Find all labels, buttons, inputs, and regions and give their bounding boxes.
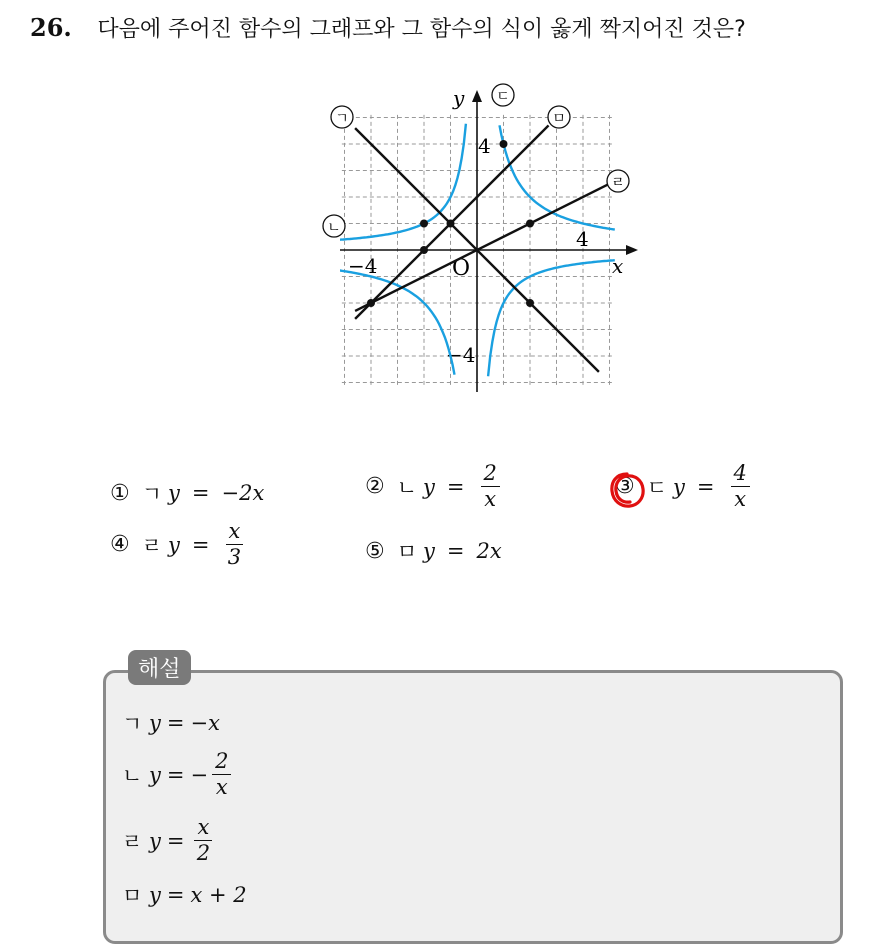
tick-x-neg: −4 bbox=[348, 254, 378, 278]
choice-tag: ㄹ bbox=[141, 533, 163, 558]
x-axis bbox=[340, 245, 638, 255]
choice-3[interactable]: ③ ㄷ y = $\frac{4}{x}$ bbox=[615, 462, 754, 511]
y-axis-label: y bbox=[453, 86, 465, 110]
svg-text:ㄷ: ㄷ bbox=[496, 89, 510, 105]
solution-line-ㅁ: ㅁ y = x + 2 bbox=[122, 883, 247, 908]
svg-text:ㄴ: ㄴ bbox=[327, 220, 341, 236]
choice-tag: ㅁ bbox=[396, 540, 418, 564]
choice-number: ⑤ bbox=[365, 538, 385, 564]
choice-2[interactable]: ② ㄴ y = $\frac{2}{x}$ bbox=[365, 462, 504, 511]
label-ㄱ bbox=[331, 106, 353, 128]
x-axis-label: x bbox=[612, 254, 624, 278]
label-ㄴ bbox=[323, 215, 345, 237]
tick-y-pos: 4 bbox=[478, 134, 491, 158]
choice-tag: ㄴ bbox=[396, 475, 418, 500]
svg-text:ㄹ: ㄹ bbox=[611, 175, 625, 191]
tick-x-pos: 4 bbox=[576, 227, 589, 251]
solution-line-ㄴ: ㄴ y = − $\frac{2}{x}$ bbox=[122, 750, 235, 799]
choice-tag: ㄷ bbox=[646, 475, 668, 500]
graph-point bbox=[367, 299, 375, 307]
graph-point bbox=[420, 220, 428, 228]
fraction: $\frac{x}{3}$ bbox=[226, 520, 244, 569]
choice-number: ④ bbox=[110, 532, 130, 558]
choice-number: ③ bbox=[615, 474, 635, 500]
graph-point bbox=[500, 140, 508, 148]
svg-text:ㄱ: ㄱ bbox=[335, 111, 349, 127]
label-ㄷ bbox=[492, 84, 514, 106]
function-graph bbox=[320, 80, 650, 400]
graph-point bbox=[447, 220, 455, 228]
solution-line-ㄹ: ㄹ y = $\frac{x}{2}$ bbox=[122, 816, 216, 865]
question-text: 다음에 주어진 함수의 그래프와 그 함수의 식이 옳게 짝지어진 것은? bbox=[97, 17, 746, 42]
answer-mark-icon bbox=[608, 470, 646, 510]
question-number: 26. bbox=[30, 13, 72, 42]
svg-text:ㅁ: ㅁ bbox=[552, 111, 566, 127]
tick-y-neg: −4 bbox=[446, 343, 476, 367]
choice-1[interactable]: ① ㄱ y = −2x bbox=[110, 478, 264, 508]
fraction: $\frac{2}{x}$ bbox=[481, 462, 500, 511]
solution-line-ㄱ: ㄱ y = −x bbox=[122, 711, 220, 736]
label-ㄹ bbox=[607, 170, 629, 192]
choice-number: ② bbox=[365, 474, 385, 500]
question-header bbox=[30, 12, 746, 43]
choice-tag: ㄱ bbox=[141, 482, 163, 506]
fraction: $\frac{4}{x}$ bbox=[731, 462, 750, 511]
graph-point bbox=[526, 220, 534, 228]
choice-4[interactable]: ④ ㄹ y = $\frac{x}{3}$ bbox=[110, 520, 247, 569]
choice-number: ① bbox=[110, 480, 130, 506]
curve-ㄴ-lower-right bbox=[488, 260, 615, 376]
curve-ㄷ-upper-right bbox=[500, 125, 615, 229]
origin-label: O bbox=[452, 256, 471, 281]
solution-title: 해설 bbox=[128, 650, 191, 685]
graph-point bbox=[526, 299, 534, 307]
choice-5[interactable]: ⑤ ㅁ y = 2x bbox=[365, 536, 502, 566]
curve-ㄷ-lower-left bbox=[339, 270, 454, 374]
graph-point bbox=[420, 246, 428, 254]
label-ㅁ bbox=[548, 106, 570, 128]
